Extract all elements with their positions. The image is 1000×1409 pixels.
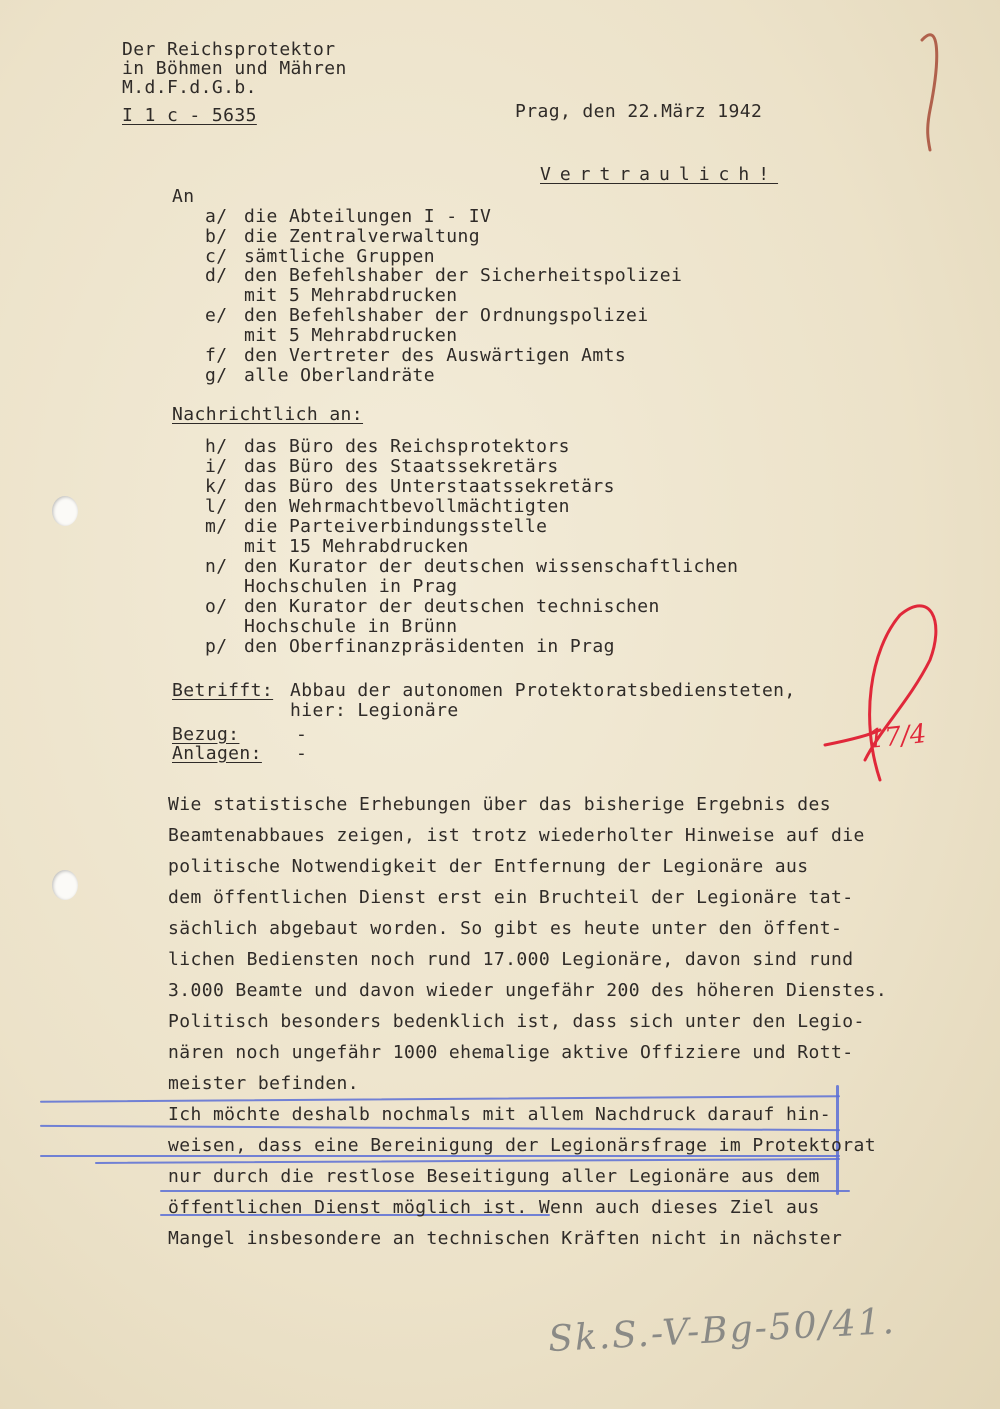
body-line: dem öffentlichen Dienst erst ein Bruchteil der Legionäre tat- [168, 887, 854, 908]
recipient-text-cont: mit 5 Mehrabdrucken [244, 285, 458, 306]
betrifft-label: Betrifft: [172, 680, 274, 701]
recipient-text: den Vertreter des Auswärtigen Amts [244, 345, 627, 366]
sender-line-1: Der Reichsprotektor [122, 39, 336, 60]
red-pencil-mark: 17/4 [866, 719, 928, 755]
recipient-text: den Befehlshaber der Sicherheitspolizei [244, 265, 683, 286]
body-line: Beamtenabbaues zeigen, ist trotz wiederholter Hinweise auf die [168, 825, 865, 846]
info-recipient-key: o/ [205, 596, 228, 617]
recipients-label: An [172, 186, 195, 207]
body-line: 3.000 Beamte und davon wieder ungefähr 200 des höheren Dienstes. [168, 980, 888, 1001]
body-line: öffentlichen Dienst möglich ist. Wenn auch dieses Ziel aus [168, 1197, 820, 1218]
sender-line-3: M.d.F.d.G.b. [122, 77, 257, 98]
info-recipient-key: i/ [205, 456, 228, 477]
recipient-text: den Befehlshaber der Ordnungspolizei [244, 305, 649, 326]
info-recipient-text-cont: Hochschule in Brünn [244, 616, 458, 637]
info-recipient-text: das Büro des Staatssekretärs [244, 456, 559, 477]
bezug-value: - [296, 724, 308, 745]
betrifft-line-2: hier: Legionäre [290, 700, 459, 721]
body-line: lichen Bediensten noch rund 17.000 Legionäre, davon sind rund [168, 949, 854, 970]
recipient-text: sämtliche Gruppen [244, 246, 436, 267]
info-recipient-key: n/ [205, 556, 228, 577]
body-line: nären noch ungefähr 1000 ehemalige aktive Offiziere und Rott- [168, 1042, 854, 1063]
info-recipient-text: den Wehrmachtbevollmächtigten [244, 496, 570, 517]
sender-line-2: in Böhmen und Mähren [122, 58, 347, 79]
info-recipient-key: k/ [205, 476, 228, 497]
reference-number: I 1 c - 5635 [122, 105, 257, 126]
anlagen-label: Anlagen: [172, 743, 262, 764]
recipient-key: g/ [205, 365, 228, 386]
info-recipient-text: den Kurator der deutschen technischen [244, 596, 660, 617]
body-line: Ich möchte deshalb nochmals mit allem Nachdruck darauf hin- [168, 1104, 831, 1125]
info-recipients-label: Nachrichtlich an: [172, 404, 364, 425]
info-recipient-text-cont: mit 15 Mehrabdrucken [244, 536, 469, 557]
footer-signature: Sk.S.-V-Bg-50/41. [547, 1300, 897, 1361]
info-recipient-key: p/ [205, 636, 228, 657]
body-line: Wie statistische Erhebungen über das bisherige Ergebnis des [168, 794, 831, 815]
anlagen-value: - [296, 743, 308, 764]
recipient-text: die Abteilungen I - IV [244, 206, 492, 227]
recipient-text-cont: mit 5 Mehrabdrucken [244, 325, 458, 346]
info-recipient-text: das Büro des Unterstaatssekretärs [244, 476, 615, 497]
recipient-key: c/ [205, 246, 228, 267]
recipient-key: a/ [205, 206, 228, 227]
place-date: Prag, den 22.März 1942 [515, 101, 763, 122]
body-line: Politisch besonders bedenklich ist, dass sich unter den Legio- [168, 1011, 865, 1032]
body-line: meister befinden. [168, 1073, 360, 1094]
recipient-text: alle Oberlandräte [244, 365, 436, 386]
info-recipient-text-cont: Hochschulen in Prag [244, 576, 458, 597]
info-recipient-text: das Büro des Reichsprotektors [244, 436, 570, 457]
brown-pencil-stroke [922, 35, 937, 150]
classification: Vertraulich! [540, 164, 779, 185]
info-recipient-text: die Parteiverbindungsstelle [244, 516, 548, 537]
body-line: Mangel insbesondere an technischen Kräften nicht in nächster [168, 1228, 843, 1249]
recipient-key: d/ [205, 265, 228, 286]
recipient-text: die Zentralverwaltung [244, 226, 480, 247]
body-line: weisen, dass eine Bereinigung der Legionärsfrage im Protektorat [168, 1135, 876, 1156]
bezug-label: Bezug: [172, 724, 240, 745]
info-recipient-text: den Oberfinanzpräsidenten in Prag [244, 636, 615, 657]
info-recipient-key: m/ [205, 516, 228, 537]
body-line: nur durch die restlose Beseitigung aller Legionäre aus dem [168, 1166, 820, 1187]
info-recipient-key: h/ [205, 436, 228, 457]
recipient-key: f/ [205, 345, 228, 366]
body-line: sächlich abgebaut worden. So gibt es heute unter den öffent- [168, 918, 843, 939]
body-line: politische Notwendigkeit der Entfernung der Legionäre aus [168, 856, 809, 877]
info-recipient-key: l/ [205, 496, 228, 517]
recipient-key: e/ [205, 305, 228, 326]
info-recipient-text: den Kurator der deutschen wissenschaftlichen [244, 556, 739, 577]
recipient-key: b/ [205, 226, 228, 247]
betrifft-line-1: Abbau der autonomen Protektoratsbediensteten, [290, 680, 796, 701]
